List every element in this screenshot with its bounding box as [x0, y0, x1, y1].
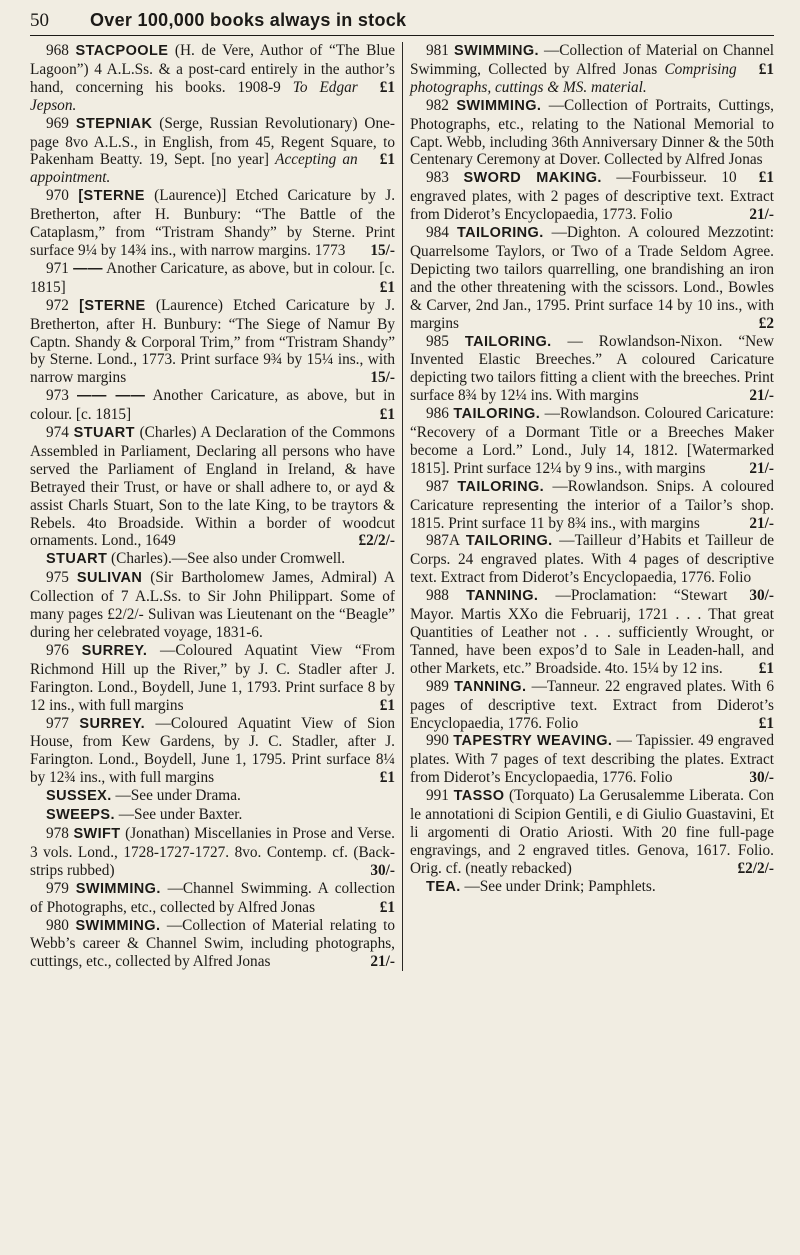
- entry-heading: —— ——: [77, 388, 146, 405]
- entry-heading: [STERNE: [78, 188, 145, 205]
- entry-description: — Rowlandson-Nixon. “New Invented Elastic Breeches.” A coloured Caricature depicting two tailors fitting a client with the breeches. Print surface 8¾ by 12¼ ins. With margins: [410, 332, 775, 405]
- two-column-body: [30, 42, 774, 971]
- right-column: [402, 42, 774, 971]
- entry-price: £2/2/-: [737, 859, 774, 877]
- entry-heading: SWIMMING.: [75, 880, 161, 897]
- lot-number: 985: [426, 332, 449, 350]
- catalogue-entry: [30, 825, 395, 880]
- entry-description: (H. de Vere, Author of “The Blue Lagoon”) 4 A.L.Ss. & a post-card entirely in the author’s hand, concerning his books. 1908-9: [30, 42, 395, 96]
- lot-number: 979: [46, 879, 69, 897]
- lot-number: 971: [46, 259, 69, 277]
- entry-price: 21/-: [370, 953, 395, 971]
- catalogue-entry: [410, 333, 774, 406]
- entry-price: £2/2/-: [358, 532, 395, 550]
- entry-heading: TAILORING.: [464, 333, 552, 350]
- catalogue-entry: [410, 787, 774, 878]
- catalogue-entry: [30, 642, 395, 715]
- entry-heading: TAILORING.: [465, 533, 553, 550]
- entry-description: Another Caricature, as above, but in colour. [c. 1815]: [30, 259, 395, 296]
- lot-number: 981: [426, 42, 449, 59]
- entry-description: (Charles) A Declaration of the Commons Assembled in Parliament, Declaring all persons who have served the Parliament of England in Ireland, & have Betrayed their Trust, or have or shall adhere to, or ayd & assist Charls Stuart, Son to the late King, to be traytors & Rebels. 4to Broadside. Within a border of woodcut ornaments. Lond., 1649: [30, 424, 395, 550]
- entry-heading: TANNING.: [466, 588, 539, 605]
- entry-heading: SURREY.: [79, 715, 146, 732]
- lot-number: 984: [426, 224, 449, 242]
- entry-price: 30/-: [749, 769, 774, 787]
- entry-price: 30/-: [749, 587, 774, 605]
- lot-number: 973: [46, 387, 69, 405]
- entry-description: —Coloured Aquatint View “From Richmond Hill up the River,” by J. C. Stadler after J. Farington. Lond., Boydell, June 1, 1793. Print surface 8 by 12 ins., with full margins: [30, 641, 395, 714]
- entry-heading: STUART: [73, 425, 135, 442]
- entry-description: —Fourbisseur. 10 engraved plates, with 2 pages of descriptive text. Extract from Diderot’s Encyclopaedia, 1773. Folio: [410, 169, 774, 224]
- lot-number: 987A: [426, 532, 460, 550]
- entry-price: 30/-: [370, 861, 395, 879]
- catalogue-entry: [30, 569, 395, 642]
- entry-price: 21/-: [749, 206, 774, 224]
- entry-price: £1: [379, 769, 395, 787]
- lot-number: 970: [46, 187, 69, 205]
- entry-description: (Sir Bartholomew James, Admiral) A Collection of 7 A.L.Ss. to Sir John Philippart. Some of many pages £2/2/- Sulivan was Lieutenant on the “Beagle” during her celebrated voyage, 1831-6.: [30, 569, 395, 641]
- entry-price: £1: [379, 898, 395, 916]
- entry-description: —Coloured Aquatint View of Sion House, from Kew Gardens, by J. C. Stadler, after J. Farington. Lond., Boydell, June 1, 1795. Print surface 8¼ by 12¾ ins., with full margins: [30, 714, 396, 787]
- lot-number: 991: [426, 787, 449, 805]
- catalogue-entry: [30, 806, 395, 825]
- lot-number: 972: [46, 296, 69, 314]
- catalogue-entry: [30, 387, 395, 424]
- catalogue-entry: [410, 42, 774, 97]
- entry-heading: SWIMMING.: [75, 917, 161, 934]
- lot-number: 989: [426, 677, 449, 695]
- entry-price: £1: [758, 659, 774, 677]
- entry-heading: TAILORING.: [456, 225, 544, 242]
- catalogue-entry: [410, 732, 774, 787]
- entry-heading: TANNING.: [454, 678, 527, 695]
- entry-description: (Serge, Russian Revolutionary) One-page 8vo A.L.S., in English, from 45, Regent Square, to Pakenham Beatty. 19, Sept. [no year]: [30, 114, 396, 169]
- entry-heading: SWIMMING.: [456, 97, 542, 114]
- catalogue-entry: [30, 917, 395, 972]
- catalogue-entry: [30, 715, 395, 788]
- lot-number: 988: [426, 587, 449, 605]
- lot-number: 982: [426, 96, 449, 114]
- lot-number: 968: [46, 42, 69, 59]
- catalogue-entry: [30, 424, 395, 550]
- left-column: [30, 42, 402, 971]
- lot-number: 977: [46, 714, 69, 732]
- entry-price: 21/-: [749, 514, 774, 532]
- catalogue-entry: [30, 297, 395, 388]
- entry-heading: [STERNE: [79, 297, 146, 314]
- catalogue-entry: [410, 169, 774, 224]
- entry-description: —Rowlandson. Snips. A coloured Caricature representing the interior of a Tailor’s shop. 1815. Print surface 11 by 8¾ ins., with margins: [410, 477, 774, 532]
- entry-price: 15/-: [370, 369, 395, 387]
- lot-number: 976: [46, 641, 69, 659]
- entry-description: —See under Drink; Pamphlets.: [464, 877, 656, 895]
- lot-number: 990: [426, 732, 449, 750]
- entry-price: £1: [758, 169, 774, 187]
- entry-heading: STUART: [46, 551, 108, 568]
- entry-price: 21/-: [749, 387, 774, 405]
- entry-description: —Collection of Material on Channel Swimming, Collected by Alfred Jonas: [410, 42, 775, 78]
- catalogue-entry: [410, 478, 774, 533]
- entry-heading: SWIFT: [73, 825, 121, 842]
- lot-number: 987: [426, 477, 449, 495]
- entry-price: £1: [758, 60, 774, 78]
- catalogue-entry: [30, 187, 395, 260]
- entry-description: —Collection of Material relating to Webb’s career & Channel Swim, including photographs, cuttings, etc., collected by Alfred Jonas: [30, 916, 395, 971]
- entry-description: —Channel Swimming. A collection of Photographs, etc., collected by Alfred Jonas: [30, 879, 396, 916]
- lot-number: 986: [426, 405, 449, 423]
- entry-heading: TAILORING.: [453, 406, 541, 423]
- entry-description: —See under Drama.: [115, 787, 241, 805]
- entry-price: £1: [379, 278, 395, 296]
- entry-price: £1: [379, 406, 395, 424]
- lot-number: 969: [46, 114, 69, 132]
- entry-heading: SWORD MAKING.: [463, 170, 602, 187]
- entry-heading: STEPNIAK: [75, 115, 153, 132]
- entry-price: £1: [758, 714, 774, 732]
- entry-description: (Laurence) Etched Caricature by J. Bretherton, after H. Bunbury: “The Siege of Namur By Captn. Shandy & Corporal Trim,” from “Tristram Shandy” by Sterne. Lond., 1773. Print surface 9¾ by 15¼ ins., with narrow margins: [30, 296, 396, 387]
- entry-description: —Rowlandson. Coloured Caricature: “Recovery of a Dormant Title or a Breeches Maker become a Lord.” Lond., July 14, 1812. [Watermarked 1815]. Print surface 12¼ by 9 ins., with margins: [410, 405, 774, 477]
- entry-price: £1: [379, 696, 395, 714]
- entry-price: £1: [379, 78, 395, 96]
- catalogue-entry: [30, 787, 395, 806]
- catalogue-entry: [410, 405, 774, 478]
- lot-number: 980: [46, 916, 69, 934]
- page-number: 50: [30, 10, 49, 31]
- entry-description: —See under Baxter.: [118, 806, 243, 824]
- running-head: Over 100,000 books always in stock: [90, 10, 407, 30]
- entry-description: — Tapissier. 49 engraved plates. With 7 pages of text describing the plates. Extract from Diderot’s Encyclopaedia, 1776. Folio: [410, 732, 774, 787]
- entry-description: —Tanneur. 22 engraved plates. With 6 pages of descriptive text. Extract from Diderot’s Encyclopaedia, 1776. Folio: [410, 677, 775, 732]
- catalogue-entry: [30, 880, 395, 917]
- catalogue-entry: [30, 260, 395, 297]
- catalogue-entry: [30, 42, 395, 115]
- entry-heading: TEA.: [426, 878, 461, 895]
- entry-note: Comprising photographs, cuttings & MS. material.: [410, 60, 737, 96]
- entry-heading: TASSO: [453, 788, 505, 805]
- entry-description: (Charles).—See also under Cromwell.: [111, 550, 346, 568]
- entry-description: (Torquato) La Gerusalemme Liberata. Con le annotationi di Scipion Gentili, e di Giulio Guastavini, Et li argomenti di Oratio Ariosti. With 20 fine full-page engravings, and 2 engraved titles. Genova, 1617. Folio. Orig. cf. (neatly rebacked): [410, 787, 774, 877]
- entry-description: (Laurence)] Etched Caricature by J. Bretherton, after H. Bunbury: “The Battle of the Cataplasm,” from “Tristram Shandy” by Sterne. Print surface 9¼ by 14¾ ins., with narrow margins. 1773: [30, 187, 396, 259]
- entry-description: —Collection of Portraits, Cuttings, Photographs, etc., relating to the National Memorial to Capt. Webb, including 36th Anniversary Dinner & the 50th Centenary Ceremony at Dover. Collected by Alfred Jonas: [410, 96, 775, 169]
- lot-number: 975: [46, 569, 69, 587]
- entry-heading: SUSSEX.: [46, 788, 112, 805]
- entry-price: 21/-: [749, 459, 774, 477]
- entry-heading: ——: [73, 260, 103, 277]
- entry-heading: TAPESTRY WEAVING.: [453, 733, 613, 750]
- entry-price: £1: [379, 151, 395, 169]
- entry-heading: SWIMMING.: [454, 43, 539, 59]
- entry-description: —Dighton. A coloured Mezzotint: Quarrelsome Taylors, or Two of a Trade Seldom Agree. Depicting two tailors quarrelling, one brandishing an iron and the other threatening with the scissors. Lond., Bowles & Carver, 2nd Jan., 1795. Print surface 14 by 10 ins., with margins: [410, 224, 774, 332]
- catalogue-entry: [410, 224, 774, 332]
- catalogue-entry: [410, 678, 774, 733]
- entry-description: —Proclamation: “Stewart Mayor. Martis XXo die Februarij, 1721 . . . That great Quantities of Leather not . . . sufficiently Wrought, or Tanned, have been expos’d to Sale in Leaden-hall, and other Markets, etc.” Broadside. 4to. 15¼ by 12 ins.: [410, 587, 774, 677]
- catalogue-entry: [30, 115, 395, 188]
- entry-price: £2: [758, 314, 774, 332]
- catalogue-entry: [30, 550, 395, 569]
- entry-heading: SULIVAN: [76, 570, 143, 587]
- entry-note: To Edgar Jepson.: [30, 78, 358, 114]
- entry-description: (Jonathan) Miscellanies in Prose and Verse. 3 vols. Lond., 1728-1727-1727. 8vo. Contemp. cf. (Back-strips rubbed): [30, 824, 395, 879]
- entry-price: 15/-: [370, 241, 395, 259]
- catalogue-entry: [410, 587, 774, 678]
- entry-heading: TAILORING.: [457, 478, 545, 495]
- entry-note: Accepting an appointment.: [30, 151, 358, 187]
- entry-description: Another Caricature, as above, but in colour. [c. 1815]: [30, 387, 395, 424]
- entry-heading: SWEEPS.: [46, 807, 115, 824]
- page-header: [30, 10, 774, 36]
- entry-heading: SURREY.: [81, 642, 148, 659]
- entry-description: —Tailleur d’Habits et Tailleur de Corps. 24 engraved plates. With 4 pages of descriptive text. Extract from Diderot’s Encyclopaedia, 1776. Folio: [410, 532, 775, 587]
- lot-number: 978: [46, 824, 69, 842]
- lot-number: 974: [46, 424, 69, 442]
- catalogue-entry: [410, 878, 774, 897]
- entry-heading: STACPOOLE: [75, 43, 169, 59]
- lot-number: 983: [426, 169, 449, 187]
